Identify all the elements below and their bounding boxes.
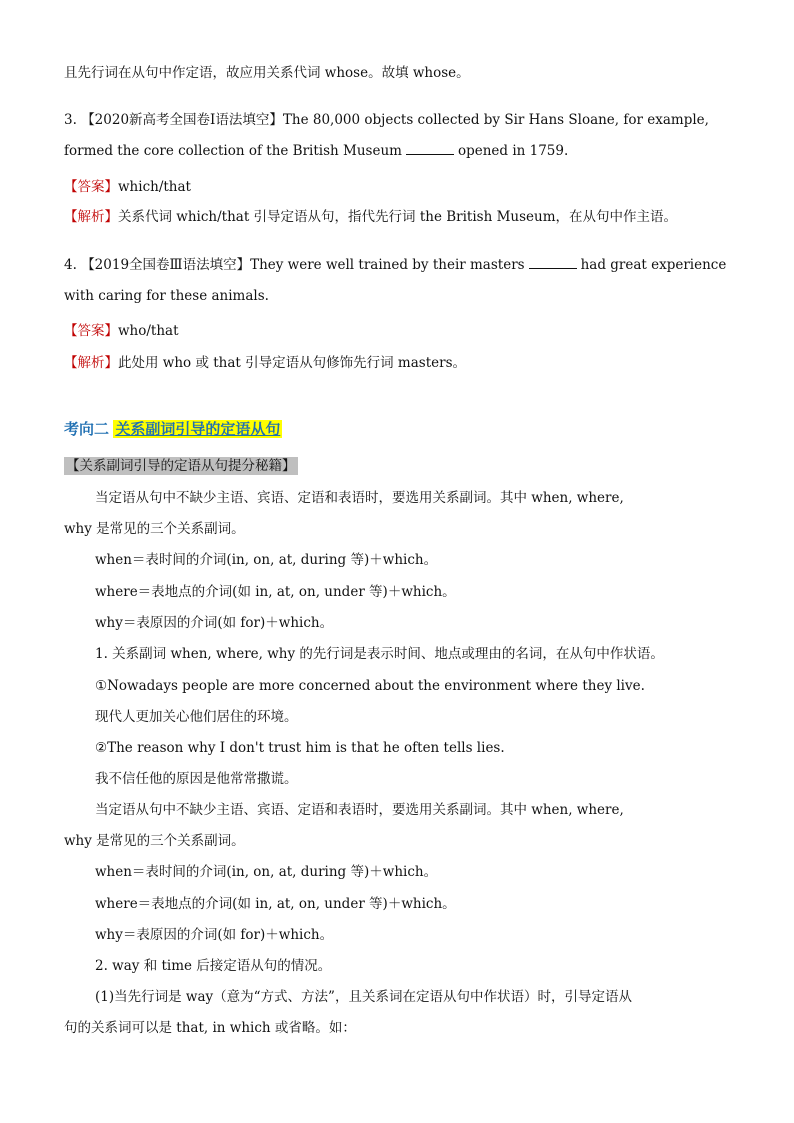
- section-heading: [64, 420, 282, 439]
- question-text: The 80,000 objects collected by Sir Hans Sloane, for example,: [282, 112, 709, 128]
- paragraph-line: 句的关系词可以是 that, in which 或省略。如：: [64, 1020, 356, 1036]
- section-label: 考向二: [64, 420, 110, 438]
- answer-tag: 【答案】: [64, 323, 118, 339]
- text-line: 且先行词在从句中作定语，故应用关系代词 whose。故填 whose。: [64, 65, 470, 81]
- answer-line: [64, 322, 179, 340]
- question-source: 【2020新高考全国卷Ⅰ语法填空】: [81, 112, 283, 128]
- question-4-line-1: [64, 256, 726, 274]
- rule-where: where＝表地点的介词(如 in, at, on, under 等)＋which。: [95, 896, 456, 912]
- question-text: formed the core collection of the British Museum: [64, 143, 402, 159]
- answer-text: who/that: [118, 323, 179, 339]
- question-text: They were well trained by their masters: [250, 257, 525, 273]
- paragraph-line: 当定语从句中不缺少主语、宾语、定语和表语时，要选用关系副词。其中 when, where,: [95, 802, 624, 818]
- paragraph-line: (1)当先行词是 way（意为“方式、方法”，且关系词在定语从句中作状语）时，引导定语从: [95, 989, 632, 1005]
- section-title: 关系副词引导的定语从句: [115, 420, 281, 438]
- question-text: had great experience: [580, 257, 727, 273]
- rule-why: why＝表原因的介词(如 for)＋which。: [95, 615, 334, 631]
- analysis-line: [64, 208, 677, 226]
- question-number: 3.: [64, 112, 77, 128]
- point-2: 2. way 和 time 后接定语从句的情况。: [95, 958, 332, 974]
- analysis-tag: 【解析】: [64, 355, 118, 371]
- paragraph-line: why 是常见的三个关系副词。: [64, 833, 245, 849]
- answer-text: which/that: [118, 179, 191, 195]
- paragraph-line: 当定语从句中不缺少主语、宾语、定语和表语时，要选用关系副词。其中 when, where,: [95, 490, 624, 506]
- question-number: 4.: [64, 257, 77, 273]
- analysis-line: [64, 354, 466, 372]
- example-en: ②The reason why I don't trust him is that he often tells lies.: [95, 740, 505, 756]
- rule-why: why＝表原因的介词(如 for)＋which。: [95, 927, 334, 943]
- example-en: ①Nowadays people are more concerned about the environment where they live.: [95, 678, 645, 694]
- question-text: opened in 1759.: [457, 143, 569, 159]
- example-cn: 我不信任他的原因是他常常撒谎。: [95, 771, 298, 787]
- rule-when: when＝表时间的介词(in, on, at, during 等)＋which。: [95, 864, 438, 880]
- analysis-text: 关系代词 which/that 引导定语从句，指代先行词 the British Museum，在从句中作主语。: [118, 209, 678, 225]
- answer-tag: 【答案】: [64, 179, 118, 195]
- question-3-line-1: [64, 111, 709, 129]
- answer-line: [64, 178, 191, 196]
- question-3-line-2: [64, 142, 568, 160]
- secret-heading: [64, 457, 298, 475]
- paragraph-line: why 是常见的三个关系副词。: [64, 521, 245, 537]
- analysis-tag: 【解析】: [64, 209, 118, 225]
- example-cn: 现代人更加关心他们居住的环境。: [95, 709, 298, 725]
- rule-when: when＝表时间的介词(in, on, at, during 等)＋which。: [95, 552, 438, 568]
- point-1: 1. 关系副词 when, where, why 的先行词是表示时间、地点或理由的名词，在从句中作状语。: [95, 646, 664, 662]
- question-4-line-2: with caring for these animals.: [64, 288, 269, 304]
- fill-blank[interactable]: [406, 142, 454, 155]
- analysis-text: 此处用 who 或 that 引导定语从句修饰先行词 masters。: [118, 355, 467, 371]
- secret-title: 【关系副词引导的定语从句提分秘籍】: [66, 458, 296, 474]
- fill-blank[interactable]: [529, 256, 577, 269]
- rule-where: where＝表地点的介词(如 in, at, on, under 等)＋which。: [95, 584, 456, 600]
- question-source: 【2019全国卷Ⅲ语法填空】: [81, 257, 251, 273]
